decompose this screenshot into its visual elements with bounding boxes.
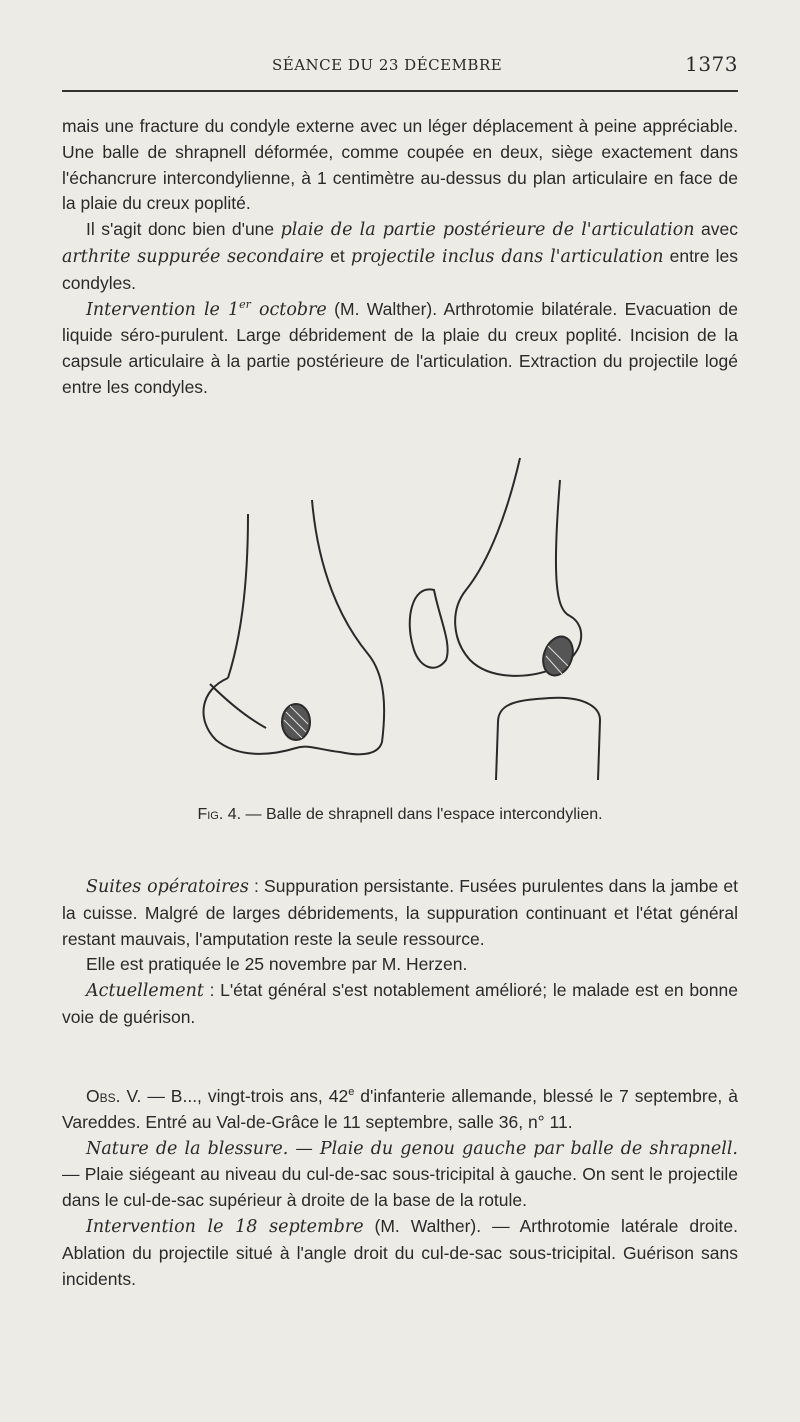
page-number: 1373 (685, 52, 738, 76)
paragraph (62, 217, 738, 296)
femur-outline-left (228, 514, 248, 678)
obs-label: Obs. V. (86, 1086, 142, 1106)
italic-span: projectile inclus dans l'articulation (350, 246, 664, 267)
text-span: et (324, 245, 351, 266)
text-span: d'infanterie allemande, blessé le 7 septembre, à Vareddes. Entré au Val-de-Grâce le 11 septembre, salle 36, n° 11. (62, 1086, 738, 1132)
running-title: SÉANCE DU 23 DÉCEMBRE (272, 56, 503, 74)
paragraph (62, 978, 738, 1031)
text-span: Il s'agit donc bien d'une (86, 219, 281, 240)
superscript: er (239, 297, 251, 311)
running-header (62, 52, 738, 76)
italic-span: octobre (250, 299, 327, 320)
tibia-outline (496, 698, 600, 780)
text-span: : Suppuration persistante. Fusées purulentes dans la jambe et la cuisse. Malgré de larges débridements, la suppuration continuant et l'état général restant mauvais, l'amputation reste la seule ressource. (62, 876, 738, 949)
paragraph (62, 874, 738, 952)
text-span: — B..., vingt-trois ans, 42 (141, 1086, 349, 1106)
italic-span: Intervention le 1 (86, 299, 240, 320)
caption-text: — Balle de shrapnell dans l'espace intercondylien. (241, 806, 603, 823)
superscript: e (348, 1086, 355, 1099)
italic-span: Intervention le 18 septembre (86, 1216, 364, 1237)
italic-span: Nature de la blessure. — Plaie du genou gauche par balle de shrapnell. (86, 1138, 738, 1159)
text-span: (M. Walther). Arthrotomie bilatérale. Evacuation de liquide séro-purulent. Large débridement de la plaie du creux poplité. Incision de la capsule articulaire à la partie postérieure de l'articulation. Extraction du projectile logé entre les condyles. (62, 298, 738, 397)
text-block-3 (62, 1084, 738, 1292)
text-span: : L'état général s'est notablement amélioré; le malade est en bonne voie de guérison. (62, 980, 738, 1027)
condyle-outline (204, 678, 341, 754)
figure-label: Fig. 4. (197, 806, 242, 823)
paragraph (62, 1214, 738, 1292)
italic-span: arthrite suppurée secondaire (62, 246, 325, 267)
knee-drawing (190, 450, 610, 800)
knee-figure (190, 450, 610, 800)
text-block-1 (62, 114, 738, 401)
paragraph (62, 1084, 738, 1136)
paragraph (62, 297, 738, 401)
paragraph: mais une fracture du condyle externe avec un léger déplacement à peine appréciable. Une balle de shrapnell déformée, comme coupée en deux, siège exactement dans l'échancrure intercondylienne, à 1 centimètre au-dessus du plan articulaire en face de la plaie du creux poplité. (62, 116, 738, 214)
italic-span: Actuellement (86, 981, 204, 1002)
text-span: — Plaie siégeant au niveau du cul-de-sac sous-tricipital à gauche. On sent le projectile dans le cul-de-sac supérieur à droite de la base de la rotule. (62, 1164, 738, 1211)
italic-span: plaie de la partie postérieure de l'articulation (280, 220, 695, 241)
text-span: avec (694, 219, 738, 240)
text-span: (M. Walther). — Arthrotomie latérale droite. Ablation du projectile situé à l'angle droit du cul-de-sac sous-tricipital. Guérison sans incidents. (62, 1215, 738, 1289)
italic-span: Suites opératoires (86, 877, 249, 897)
text-block-2 (62, 874, 738, 1031)
header-rule (62, 90, 738, 92)
paragraph (62, 1136, 738, 1214)
patella-outline (410, 589, 448, 667)
femur-outline-right (312, 500, 384, 754)
text-span: entre les condyles. (62, 245, 738, 293)
paragraph: Elle est pratiquée le 25 novembre par M. Herzen. (86, 954, 468, 975)
figure-caption (140, 806, 660, 824)
notch-line (210, 684, 266, 728)
